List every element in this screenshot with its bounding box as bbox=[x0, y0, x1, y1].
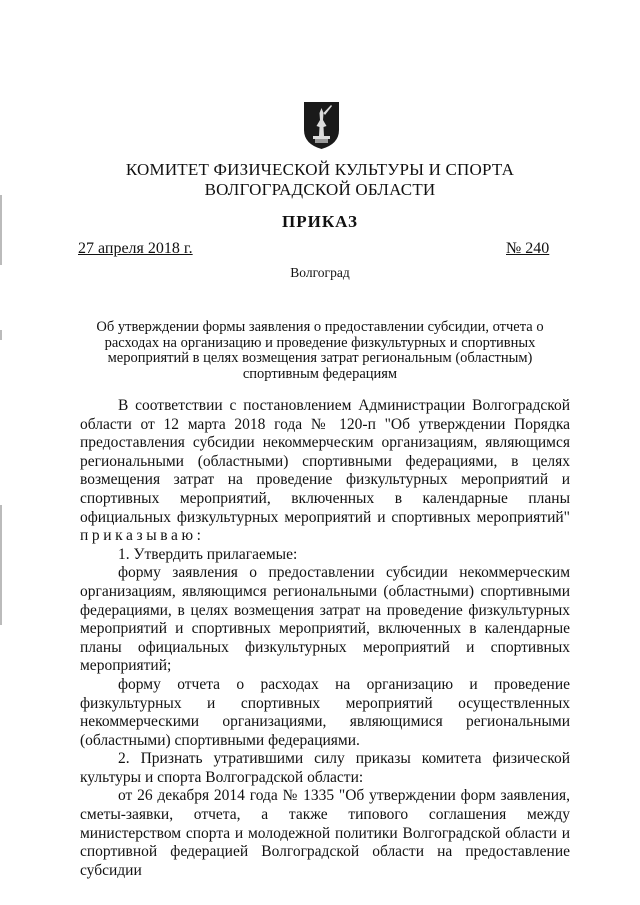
coat-of-arms-icon bbox=[302, 100, 341, 150]
document-subject: Об утверждении формы заявления о предоставлении субсидии, отчета о расходах на организацию и проведение физкультурных и спортивных мероприятий в целях возмещения затрат региональным (областным) спортивным федерациям bbox=[96, 319, 544, 382]
item-1-application-form: форму заявления о предоставлении субсидии некоммерческим организациям, являющимся региональными (областными) спортивными федерациями, в целях возмещения затрат на проведение физкультурных мероприятий и спортивных мероприятий, включенных в календарные планы официальных физкультурных мероприятий и спортивных мероприятий; bbox=[80, 564, 570, 675]
item-1: 1. Утвердить прилагаемые: bbox=[118, 545, 298, 563]
document-date: 27 апреля 2018 г. bbox=[78, 240, 193, 257]
scan-edge-mark bbox=[0, 505, 2, 625]
document-city: Волгоград bbox=[290, 265, 350, 280]
order-word: приказываю: bbox=[80, 527, 205, 545]
intro-paragraph bbox=[80, 397, 570, 546]
document-number: № 240 bbox=[506, 240, 550, 257]
document-type-title: ПРИКАЗ bbox=[282, 212, 358, 231]
intro-text: В соответствии с постановлением Администрации Волгоградской области от 12 марта 2018 года № 120-п "Об утверждении Порядка предоставления субсидии некоммерческим организациям, являющимся региональными (областными) спортивными федерациями, в целях возмещения затрат на проведение физкультурных мероприятий и спортивных мероприятий, включенных в календарные планы официальных физкультурных мероприятий и спортивных мероприятий" bbox=[80, 397, 570, 526]
item-2: 2. Признать утратившими силу приказы комитета физической культуры и спорта Волгоградской области: bbox=[80, 750, 570, 786]
organization-name-line2: ВОЛГОГРАДСКОЙ ОБЛАСТИ bbox=[204, 180, 436, 199]
document-body bbox=[80, 397, 570, 880]
item-2-repealed-order: от 26 декабря 2014 года № 1335 "Об утверждении форм заявления, сметы-заявки, отчета, а также типового соглашения между министерством спорта и молодежной политики Волгоградской области и спортивной федерацией Волгоградской области на предоставление субсидии bbox=[80, 787, 570, 879]
item-1-report-form: форму отчета о расходах на организацию и проведение физкультурных и спортивных мероприятий осуществленных некоммерческими организациями, являющимися региональными (областными) спортивными федерациями. bbox=[80, 675, 570, 749]
organization-name-line1: КОМИТЕТ ФИЗИЧЕСКОЙ КУЛЬТУРЫ И СПОРТА bbox=[125, 160, 515, 179]
scan-edge-mark bbox=[0, 330, 2, 340]
